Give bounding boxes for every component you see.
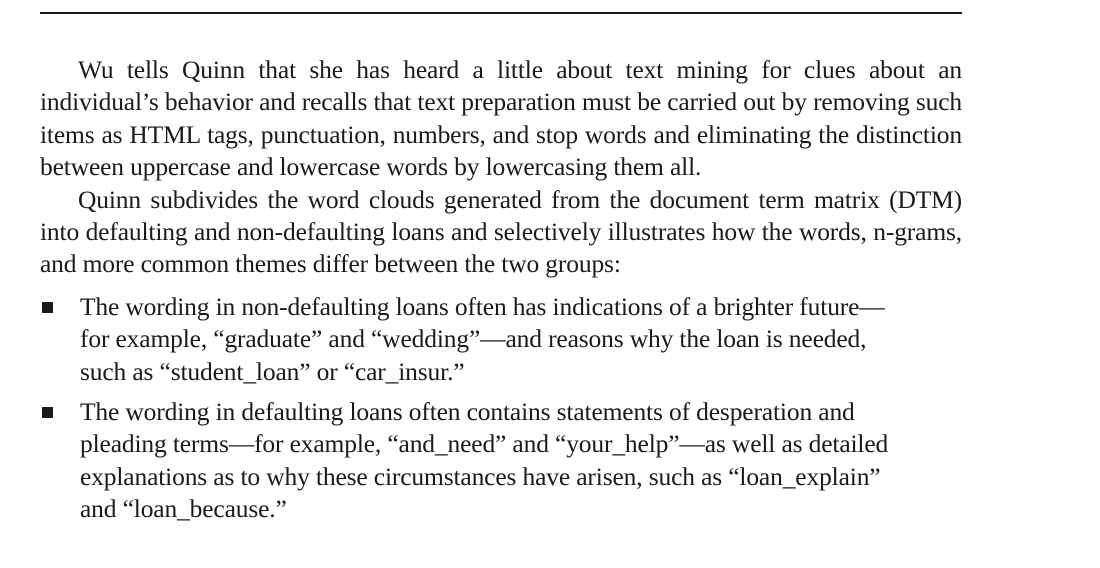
body-text [40,54,962,534]
bullet-item-non-defaulting [40,291,962,388]
bullet-item-defaulting [40,396,962,526]
bullet-list [40,291,962,526]
bullet-line: The wording in non-defaulting loans often has indications of a brighter future— [80,291,885,321]
bullet-line: The wording in defaulting loans often contains statements of desperation and [80,397,855,427]
bullet-line: pleading terms—for example, “and_need” and “your_help”—as well as detailed [80,429,889,459]
paragraph-1: Wu tells Quinn that she has heard a little about text mining for clues about an individual’s behavior and recalls that text preparation must be carried out by removing such items as HTML tags, punctuation, numbers, and stop words and eliminating the distinction between uppercase and lowercase words by lowercasing them all. [40,55,962,182]
bullet-line: such as “student_loan” or “car_insur.” [80,356,465,386]
header-rule [40,12,962,14]
bullet-text [80,396,942,526]
square-bullet-icon [42,302,53,313]
bullet-line: explanations as to why these circumstances have arisen, such as “loan_explain” [80,461,881,491]
bullet-line: and “loan_because.” [80,494,287,524]
square-bullet-icon [42,407,53,418]
paragraph-2: Quinn subdivides the word clouds generated from the document term matrix (DTM) into defaulting and non-defaulting loans and selectively illustrates how the words, n-grams, and more common themes differ between the two groups: [40,184,962,279]
bullet-text [80,291,942,388]
bullet-line: for example, “graduate” and “wedding”—and reasons why the loan is needed, [80,324,867,354]
